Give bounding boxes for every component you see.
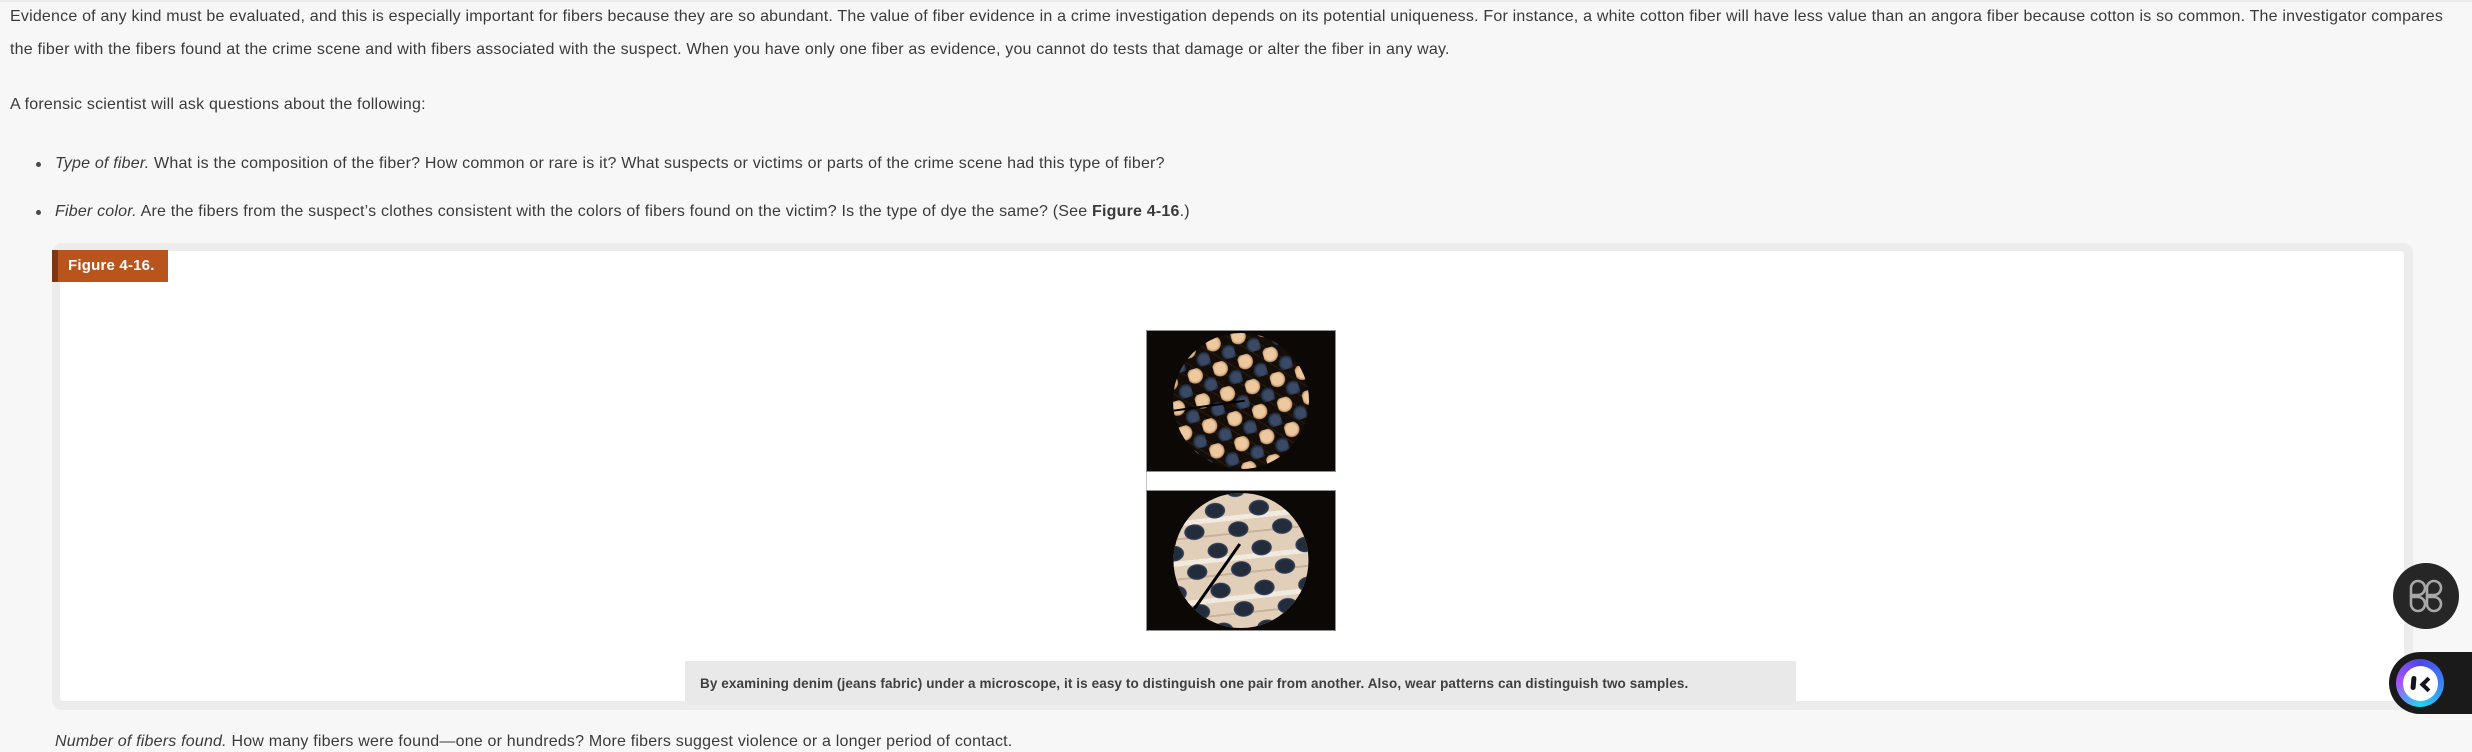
list-item-number-of-fibers-clipped: [55, 732, 1012, 752]
list-item-text: [55, 155, 1165, 172]
figure-4-16-panel: [52, 243, 2413, 710]
list-item-lead: Type of fiber.: [55, 155, 150, 172]
paragraph-intro: A forensic scientist will ask questions about the following:: [10, 96, 426, 113]
paragraph-fiber-evidence: Evidence of any kind must be evaluated, and this is especially important for fibers because they are so abundant. The value of fiber evidence in a crime investigation depends on its potential uniqueness. For instance, a white cotton fiber will have less value than an angora fiber because cotton is so common. The investigator compares the fiber with the fibers found at the crime scene and with fibers associated with the suspect. When you have only one fiber as evidence, you cannot do tests that damage or alter the fiber in any way.: [10, 8, 2444, 58]
mascot-left-eye: [2410, 675, 2416, 689]
list-item-body-end: .): [1179, 203, 1190, 220]
bullet-dot: [36, 210, 41, 215]
denim-micrograph-top: [1146, 330, 1336, 472]
mascot-right-eye-chevron: [2419, 676, 2435, 692]
figure-label-text: Figure 4-16.: [58, 250, 168, 282]
ai-assistant-button[interactable]: [2389, 652, 2472, 714]
figure-label: [52, 250, 168, 282]
assistant-mascot-icon: [2396, 659, 2444, 707]
apps-launcher-button[interactable]: [2393, 563, 2459, 629]
figure-content-area: [60, 251, 2404, 701]
list-item-lead: Fiber color.: [55, 203, 137, 220]
list-item-type-of-fiber: [55, 154, 1165, 174]
list-item-body: How many fibers were found—one or hundreds? More fibers suggest violence or a longer period of contact.: [226, 733, 1013, 750]
list-item-text: [55, 203, 1190, 220]
figure-caption: [685, 661, 1796, 705]
list-item-body: What is the composition of the fiber? How common or rare is it? What suspects or victims or parts of the crime scene had this type of fiber?: [149, 155, 1165, 172]
assistant-mascot-face: [2403, 666, 2438, 701]
clover-apps-icon: [2409, 579, 2443, 613]
bullet-dot: [36, 162, 41, 167]
list-item-lead: Number of fibers found.: [55, 733, 227, 750]
list-item-body: Are the fibers from the suspect’s clothes consistent with the colors of fibers found on the victim? Is the type of dye the same? (See: [136, 203, 1093, 220]
denim-micrograph-bottom: [1146, 490, 1336, 631]
list-item-fiber-color: [55, 202, 1190, 222]
microscope-circle-top: [1173, 333, 1309, 469]
image-gap-divider: [1146, 472, 1147, 490]
figure-reference: Figure 4-16: [1092, 203, 1180, 220]
figure-caption-text: By examining denim (jeans fabric) under a microscope, it is easy to distinguish one pair from another. Also, wear patterns can distinguish two samples.: [700, 675, 1689, 691]
microscope-circle-bottom: [1174, 493, 1309, 628]
